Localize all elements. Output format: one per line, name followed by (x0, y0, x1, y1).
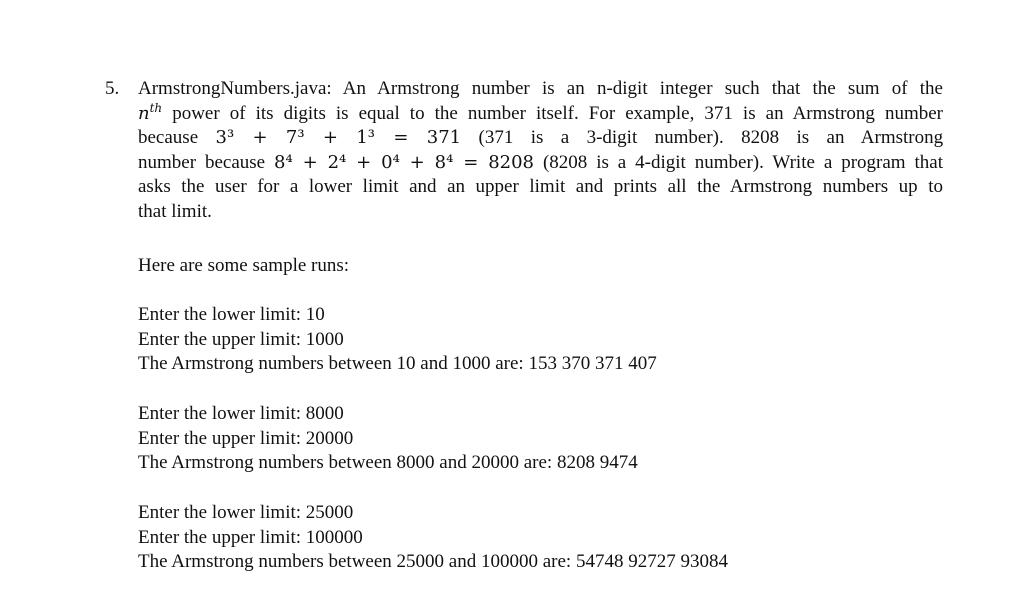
nth-expression (138, 100, 163, 124)
statement-line-1: ArmstrongNumbers.java: An Armstrong number is an n-digit integer such that the sum of the (138, 78, 943, 99)
run-1-result: The Armstrong numbers between 10 and 1000 are: 153 370 371 407 (138, 353, 657, 375)
run-1-lower-limit: Enter the lower limit: 10 (138, 304, 325, 325)
sample-run-2 (138, 402, 638, 476)
run-3-result: The Armstrong numbers between 25000 and 100000 are: 54748 92727 93084 (138, 551, 728, 573)
n-variable: n (138, 102, 150, 124)
statement-line-5: asks the user for a lower limit and an upper limit and prints all the Armstrong numbers up to (138, 176, 943, 198)
th-superscript: th (149, 100, 163, 115)
run-1-upper-limit: Enter the upper limit: 1000 (138, 328, 344, 350)
line-3-word-7: an (826, 127, 845, 149)
line-3-word-3: a (560, 127, 570, 149)
problem-statement (138, 77, 943, 225)
problem-number: 5. (105, 78, 120, 99)
number-because-text: number because (138, 151, 275, 173)
statement-line-2-text: power of its digits is equal to the number itself. For example, 371 is an Armstrong number (162, 102, 943, 124)
run-3-lower-limit: Enter the lower limit: 25000 (138, 502, 354, 523)
run-2-result: The Armstrong numbers between 8000 and 20000 are: 8208 9474 (138, 452, 638, 474)
line-3-word-5: number). (654, 127, 724, 149)
statement-line-3 (138, 126, 943, 151)
sample-runs-intro: Here are some sample runs: (138, 255, 350, 276)
statement-line-4 (138, 151, 943, 176)
sample-run-1 (138, 303, 657, 377)
line-3-word-1: (371 (478, 127, 514, 149)
run-2-upper-limit: Enter the upper limit: 20000 (138, 427, 354, 449)
run-2-lower-limit: Enter the lower limit: 8000 (138, 403, 344, 424)
run-3-upper-limit: Enter the upper limit: 100000 (138, 526, 363, 548)
statement-line-6: that limit. (138, 200, 212, 222)
line-3-word-8: Armstrong (860, 127, 944, 149)
line-3-word-6: 8208 is (741, 127, 810, 149)
line-3-word-4: 3-digit (586, 127, 638, 149)
statement-line-4-text: (8208 is a 4-digit number). Write a program that (534, 151, 943, 173)
because-word: because (138, 127, 199, 149)
equation-8208: 8⁴ + 2⁴ + 0⁴ + 8⁴ = 8208 (274, 151, 535, 173)
statement-line-2 (138, 102, 943, 127)
equation-371: 3³ + 7³ + 1³ = 371 (215, 127, 462, 149)
sample-run-3 (138, 501, 728, 575)
line-3-word-2: is (530, 127, 544, 149)
